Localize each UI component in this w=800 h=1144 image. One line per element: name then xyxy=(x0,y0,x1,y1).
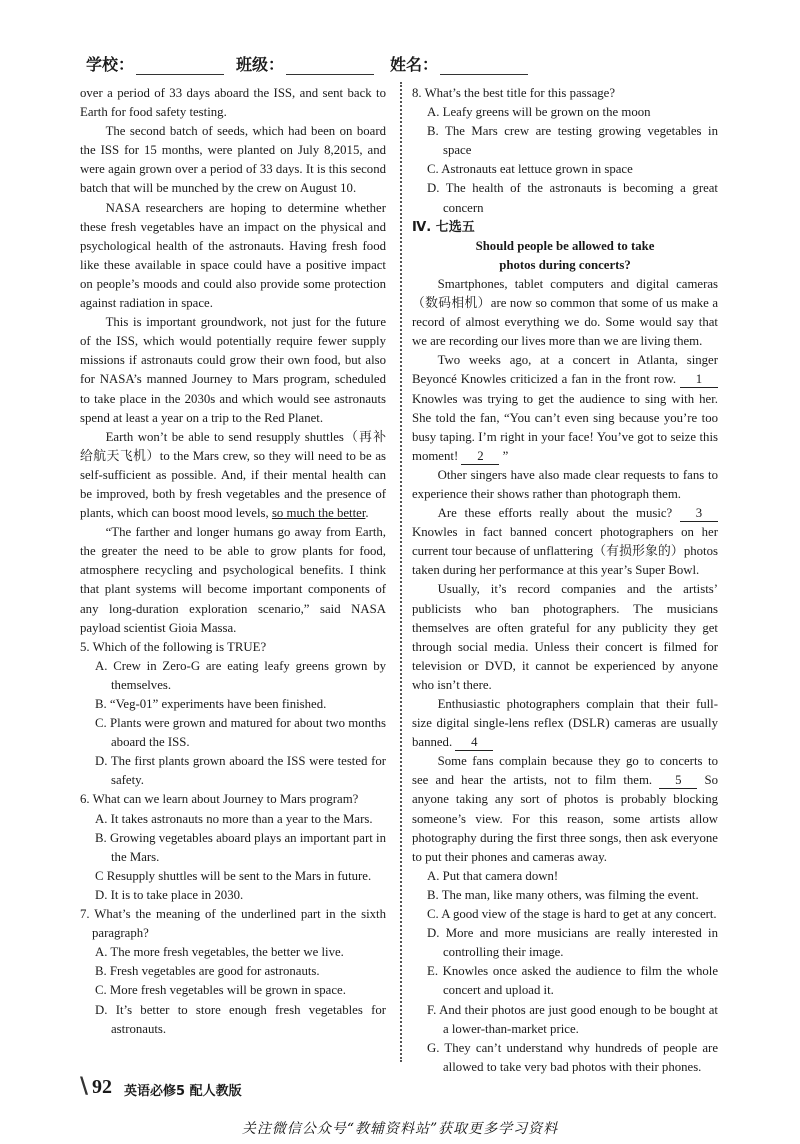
passage-paragraph: Other singers have also made clear requests to fans to experience their shows rather than photograph them. xyxy=(412,467,718,501)
blank-4[interactable]: 4 xyxy=(455,735,493,751)
option-5c[interactable]: C. Plants were grown and matured for about two months aboard the ISS. xyxy=(95,716,386,750)
blank-2[interactable]: 2 xyxy=(461,449,499,465)
option-7d[interactable]: D. It’s better to store enough fresh vegetables for astronauts. xyxy=(95,1002,386,1036)
name-label: 姓名： xyxy=(390,55,439,74)
paragraph-text: Knowles in fact banned concert photographers on her current tour because of unflattering（有损形象的）photos taken during her performance at this year’s Super Bowl. xyxy=(412,525,718,578)
blank-1[interactable]: 1 xyxy=(680,372,718,388)
passage-paragraph: “The farther and longer humans go away from Earth, the greater the need to be able to grow plants for food, atmosphere recycling and psychological benefits. I think that plant systems will become important components of any long-duration exploration scenario,” said NASA payload scientist Gioia Massa. xyxy=(80,525,386,635)
question-7: 7. What’s the meaning of the underlined part in the sixth paragraph? xyxy=(80,907,386,941)
choice-e[interactable]: E. Knowles once asked the audience to film the whole concert and upload it. xyxy=(427,964,718,998)
passage-paragraph xyxy=(412,504,718,580)
question-6: 6. What can we learn about Journey to Mars program? xyxy=(80,792,359,807)
book-label: 英语必修5 配人教版 xyxy=(124,1084,242,1099)
section-heading: Ⅳ. 七选五 xyxy=(412,219,475,235)
option-7b[interactable]: B. Fresh vegetables are good for astronauts. xyxy=(95,964,320,979)
option-6d[interactable]: D. It is to take place in 2030. xyxy=(95,887,244,902)
footer-slash-icon: \ xyxy=(80,1074,89,1099)
name-field xyxy=(390,52,528,75)
column-divider xyxy=(400,82,402,1062)
passage-paragraph: NASA researchers are hoping to determine whether these fresh vegetables have an impact on the physical and psychological health of the astronauts. Having fresh food like these available in space could have a positive impact on people’s moods and could also provide some protection against radiation in space. xyxy=(80,200,386,311)
passage-paragraph: This is important groundwork, not just for the future of the ISS, which would potentially require fewer supply missions if astronauts could grow their own food, but also for NASA’s manned Journey to Mars program, scheduled to take place in the 2030s and which would see astronauts spend at least a year on a trip to the Red Planet. xyxy=(80,315,386,425)
school-blank[interactable] xyxy=(136,56,224,75)
choice-f[interactable]: F. And their photos are just good enough to be bought at a lower-than-market price. xyxy=(427,1002,718,1036)
option-6b[interactable]: B. Growing vegetables aboard plays an important part in the Mars. xyxy=(95,830,386,864)
option-8c[interactable]: C. Astronauts eat lettuce grown in space xyxy=(427,162,633,177)
class-blank[interactable] xyxy=(286,56,374,75)
choice-a[interactable]: A. Put that camera down! xyxy=(427,868,559,883)
choice-d[interactable]: D. More and more musicians are really interested in controlling their image. xyxy=(427,926,718,960)
paragraph-text: So anyone taking any sort of photos is probably blocking someone’s view. For this reason, some artists allow photography during the first three songs, then ask everyone to put their phones and cameras away. xyxy=(412,773,718,864)
class-field xyxy=(236,52,374,75)
passage-paragraph: Smartphones, tablet computers and digital cameras（数码相机）are now so common that some of us make a record of almost everything we do. Some would say that we are recording our lives more than we are living them. xyxy=(412,276,718,349)
option-6c[interactable]: C Resupply shuttles will be sent to the Mars in future. xyxy=(95,868,372,883)
passage-paragraph: Usually, it’s record companies and the artists’ publicists who ban photographers. The musicians themselves are often grateful for any publicity they get through social media. Unless their concert is filmed for television or DVD, it cannot be experienced by anyone who isn’t there. xyxy=(412,582,718,692)
paragraph-text: Knowles was trying to get the audience to sing with her. She told the fan, “You can’t even sing because you’re too busy taping. I’m right in your face! You’ve got to seize this moment! xyxy=(412,391,718,463)
class-label: 班级： xyxy=(236,55,285,74)
left-column xyxy=(80,84,386,1039)
paragraph-text: Some fans complain because they go to concerts to see and hear the artists, not to film them. xyxy=(412,754,718,788)
option-8a[interactable]: A. Leafy greens will be grown on the moon xyxy=(427,105,651,120)
passage-paragraph: over a period of 33 days aboard the ISS, and sent back to Earth for food safety testing. xyxy=(80,86,386,120)
option-8b[interactable]: B. The Mars crew are testing growing vegetables in space xyxy=(427,124,718,158)
option-7c[interactable]: C. More fresh vegetables will be grown in space. xyxy=(95,983,346,998)
passage-paragraph xyxy=(412,695,718,752)
paragraph-text: ” xyxy=(499,448,509,463)
name-blank[interactable] xyxy=(440,56,528,75)
passage-paragraph xyxy=(412,752,718,867)
footer-note: 关注微信公众号“教辅资料站”获取更多学习资料 xyxy=(241,1121,559,1137)
option-5b[interactable]: B. “Veg-01” experiments have been finished. xyxy=(95,697,327,711)
blank-3[interactable]: 3 xyxy=(680,506,718,522)
choice-b[interactable]: B. The man, like many others, was filming the event. xyxy=(427,887,699,902)
paragraph-text: . xyxy=(365,506,369,521)
option-5a[interactable]: A. Crew in Zero-G are eating leafy greens grown by themselves. xyxy=(95,658,386,692)
page-footer xyxy=(80,1076,720,1100)
question-8: 8. What’s the best title for this passage? xyxy=(412,86,616,100)
passage-paragraph: The second batch of seeds, which had been on board the ISS for 15 months, were planted on July 8,2015, and were again grown over a period of 33 days. It is this second batch that will be munched by the crew on August 10. xyxy=(80,124,386,196)
passage-paragraph xyxy=(412,351,718,466)
school-field xyxy=(86,52,224,75)
passage-title-line1: Should people be allowed to take xyxy=(475,238,655,253)
student-info-header xyxy=(86,52,726,76)
passage-title-line2: photos during concerts? xyxy=(499,257,631,272)
paragraph-text: Two weeks ago, at a concert in Atlanta, singer Beyoncé Knowles criticized a fan in the front row. xyxy=(412,353,718,387)
right-column xyxy=(412,84,718,1077)
paragraph-text: Enthusiastic photographers complain that their full-size digital single-lens reflex (DSLR) cameras are usually banned. xyxy=(412,697,718,750)
choice-c[interactable]: C. A good view of the stage is hard to get at any concert. xyxy=(427,907,717,922)
option-6a[interactable]: A. It takes astronauts no more than a year to the Mars. xyxy=(95,811,373,826)
paragraph-text: Earth won’t be able to send resupply shuttles（再补给航天飞机）to the Mars crew, so they will need to be as self-sufficient as possible. And, if their mental health can be improved, both by fresh vegetables and the presence of plants, which can boost mood levels, xyxy=(80,429,386,521)
option-8d[interactable]: D. The health of the astronauts is becoming a great concern xyxy=(427,181,718,215)
underlined-phrase: so much the better xyxy=(271,506,366,521)
blank-5[interactable]: 5 xyxy=(659,773,697,789)
school-label: 学校： xyxy=(86,55,135,74)
question-5: 5. Which of the following is TRUE? xyxy=(80,639,267,654)
paragraph-text: Are these efforts really about the music? xyxy=(437,506,680,521)
passage-paragraph xyxy=(80,428,386,523)
option-7a[interactable]: A. The more fresh vegetables, the better we live. xyxy=(95,945,344,960)
page-number: 92 xyxy=(92,1076,112,1098)
option-5d[interactable]: D. The first plants grown aboard the ISS were tested for safety. xyxy=(95,754,386,788)
choice-g[interactable]: G. They can’t understand why hundreds of people are allowed to take very bad photos with their phones. xyxy=(427,1040,718,1074)
